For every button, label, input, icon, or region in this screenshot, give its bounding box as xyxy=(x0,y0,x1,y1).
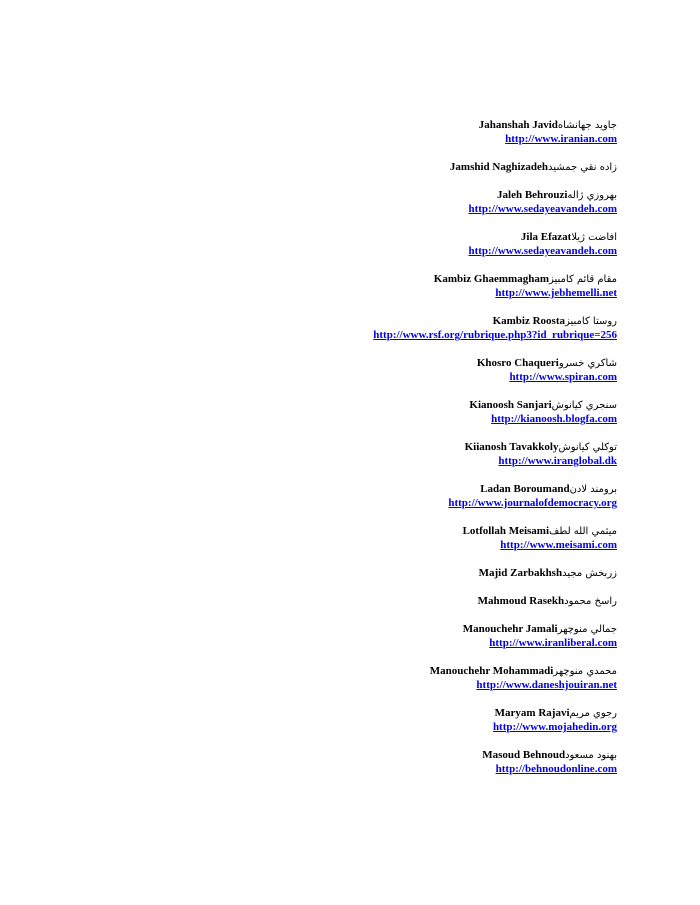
list-item xyxy=(17,594,617,608)
entry-link[interactable]: http://www.mojahedin.org xyxy=(492,721,617,733)
entry-name: Manouchehr Mohammadi xyxy=(429,665,554,677)
entry-persian-name: ميثمي الله لطف xyxy=(549,526,617,537)
entry-name: Kambiz Ghaemmagham xyxy=(433,273,549,285)
entry-name-line xyxy=(17,664,617,678)
entry-name: Khosro Chaqueri xyxy=(476,357,559,369)
entry-name-line xyxy=(17,272,617,286)
entry-link[interactable]: http://www.spiran.com xyxy=(509,371,617,383)
list-item xyxy=(17,314,617,342)
entry-name-line xyxy=(17,188,617,202)
entry-link[interactable]: http://www.sedayeavandeh.com xyxy=(468,203,617,215)
entry-name: Majid Zarbakhsh xyxy=(478,567,563,579)
entry-persian-name: راسخ محمود xyxy=(564,596,617,607)
entry-name: Kianoosh Sanjari xyxy=(469,399,552,411)
entry-link[interactable]: http://kianoosh.blogfa.com xyxy=(491,413,617,425)
list-item xyxy=(17,160,617,174)
entry-persian-name: بهنود مسعود xyxy=(565,750,617,761)
entry-link[interactable]: http://www.sedayeavandeh.com xyxy=(468,245,617,257)
entry-name: Jila Efazat xyxy=(520,231,572,243)
entry-name: Jamshid Naghizadeh xyxy=(449,161,549,173)
entry-persian-name: جاوید جهانشاه xyxy=(557,120,617,131)
entry-name-line xyxy=(17,748,617,762)
entry-name-line xyxy=(17,482,617,496)
entry-name-line xyxy=(17,622,617,636)
entry-name-line xyxy=(17,398,617,412)
entry-name: Ladan Boroumand xyxy=(480,483,570,495)
list-item xyxy=(17,188,617,216)
entry-name: Maryam Rajavi xyxy=(494,707,570,719)
list-item xyxy=(17,524,617,552)
entry-name: Kiianosh Tavakkoly xyxy=(464,441,559,453)
contact-list xyxy=(17,118,617,790)
entry-persian-name: زربخش مجيد xyxy=(562,568,617,579)
list-item xyxy=(17,272,617,300)
entry-name: Mahmoud Rasekh xyxy=(477,595,565,607)
entry-persian-name: شاكري خسرو xyxy=(558,358,617,369)
entry-link[interactable]: http://behnoudonline.com xyxy=(495,763,617,775)
entry-name: Manouchehr Jamali xyxy=(462,623,558,635)
entry-link[interactable]: http://www.iranian.com xyxy=(505,133,617,145)
list-item xyxy=(17,356,617,384)
entry-name: Lotfollah Meisami xyxy=(462,525,550,537)
entry-persian-name: جمالي منوچهر xyxy=(557,624,617,635)
entry-persian-name: روستا كامبيز xyxy=(565,316,617,327)
list-item xyxy=(17,118,617,146)
entry-name-line xyxy=(17,524,617,538)
list-item xyxy=(17,706,617,734)
list-item xyxy=(17,230,617,258)
entry-name: Jahanshah Javid xyxy=(478,119,558,131)
entry-persian-name: محمدي منوچهر xyxy=(553,666,617,677)
entry-name: Masoud Behnoud xyxy=(482,749,566,761)
entry-persian-name: رجوي مريم xyxy=(569,708,617,719)
list-item xyxy=(17,664,617,692)
entry-name-line xyxy=(17,356,617,370)
list-item xyxy=(17,440,617,468)
entry-link[interactable]: http://www.jebhemelli.net xyxy=(495,287,617,299)
entry-name-line xyxy=(17,706,617,720)
entry-persian-name: افاضت ژيلا xyxy=(571,232,617,243)
entry-name-line xyxy=(17,314,617,328)
entry-persian-name: زاده نقي جمشيد xyxy=(548,162,617,173)
entry-persian-name: برومند لادن xyxy=(569,484,617,495)
entry-name-line xyxy=(17,440,617,454)
entry-name-line xyxy=(17,160,617,174)
entry-name-line xyxy=(17,594,617,608)
entry-persian-name: مقام قائم كامبيز xyxy=(549,274,617,285)
entry-name: Kambiz Roosta xyxy=(492,315,565,327)
entry-link[interactable]: http://www.rsf.org/rubrique.php3?id_rubrique=256 xyxy=(373,329,617,341)
entry-persian-name: بهروزي ژاله xyxy=(567,190,617,201)
entry-persian-name: توكلي كيانوش xyxy=(558,442,617,453)
entry-name-line xyxy=(17,566,617,580)
entry-link[interactable]: http://www.journalofdemocracy.org xyxy=(448,497,617,509)
list-item xyxy=(17,622,617,650)
entry-link[interactable]: http://www.iranglobal.dk xyxy=(498,455,617,467)
list-item xyxy=(17,482,617,510)
list-item xyxy=(17,748,617,776)
list-item xyxy=(17,398,617,426)
entry-persian-name: سنجري كيانوش xyxy=(551,400,617,411)
entry-link[interactable]: http://www.daneshjouiran.net xyxy=(476,679,617,691)
entry-link[interactable]: http://www.meisami.com xyxy=(500,539,617,551)
entry-name-line xyxy=(17,230,617,244)
entry-name-line xyxy=(17,118,617,132)
entry-link[interactable]: http://www.iranliberal.com xyxy=(489,637,617,649)
entry-name: Jaleh Behrouzi xyxy=(497,189,568,201)
list-item xyxy=(17,566,617,580)
